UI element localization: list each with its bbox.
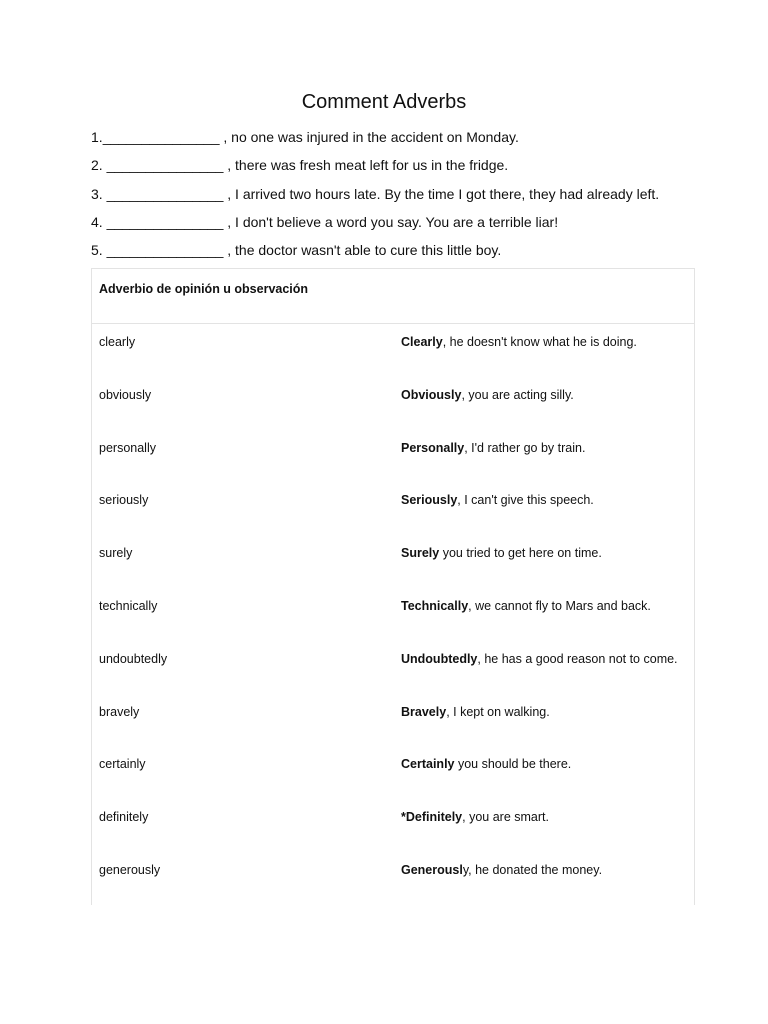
exercise-number: 1. — [91, 129, 103, 145]
example-adverb-bold: Clearly — [401, 335, 443, 349]
example-cell — [401, 493, 594, 507]
example-sentence: you should be there. — [454, 757, 572, 772]
adverb-cell: surely — [99, 546, 133, 561]
example-cell — [401, 757, 571, 771]
example-cell — [401, 810, 549, 824]
example-cell — [401, 388, 574, 402]
adverb-cell: clearly — [99, 335, 136, 349]
example-cell — [401, 599, 651, 613]
table-row — [92, 377, 694, 430]
example-adverb-bold: Bravely — [401, 704, 447, 719]
adverb-cell: certainly — [99, 757, 146, 772]
adverb-table — [91, 268, 695, 905]
table-row — [92, 799, 694, 852]
example-adverb-bold: Surely — [401, 546, 440, 561]
exercise-item — [91, 240, 659, 268]
table-row — [92, 694, 694, 747]
example-adverb-bold: Technically — [401, 598, 469, 613]
exercise-sentence: , no one was injured in the accident on Monday. — [219, 129, 519, 145]
table-row — [92, 324, 694, 377]
exercise-number: 2. — [91, 157, 107, 174]
exercise-item — [91, 155, 659, 183]
exercise-item — [91, 127, 659, 155]
exercise-sentence: , I arrived two hours late. By the time I got there, they had already left. — [223, 185, 660, 202]
table-row — [92, 746, 694, 799]
table-row — [92, 430, 694, 483]
exercise-list — [91, 127, 659, 268]
example-sentence: , I'd rather go by train. — [464, 440, 586, 455]
exercise-sentence: , I don't believe a word you say. You are a terrible liar! — [223, 213, 559, 230]
adverb-cell: personally — [99, 440, 156, 455]
exercise-number: 3. — [91, 185, 107, 202]
example-adverb-bold: Personally — [401, 440, 465, 455]
exercise-item — [91, 212, 659, 240]
example-cell — [401, 863, 602, 877]
adverb-cell: technically — [99, 598, 158, 613]
page-title: Comment Adverbs — [301, 91, 467, 113]
example-sentence: , we cannot fly to Mars and back. — [468, 598, 651, 613]
example-adverb-bold: Obviously — [401, 387, 462, 402]
table-row — [92, 535, 694, 588]
answer-blank: _______________ — [106, 157, 224, 174]
answer-blank: _______________ — [102, 129, 220, 145]
exercise-number: 4. — [91, 213, 107, 230]
answer-blank: _______________ — [106, 242, 224, 259]
example-sentence: you tried to get here on time. — [439, 546, 602, 561]
example-sentence: , he has a good reason not to come. — [477, 651, 678, 666]
example-cell — [401, 441, 585, 455]
example-cell — [401, 705, 550, 719]
example-sentence: y, he donated the money. — [462, 862, 603, 877]
exercise-sentence: , the doctor wasn't able to cure this little boy. — [223, 242, 502, 259]
table-row — [92, 588, 694, 641]
exercise-number: 5. — [91, 242, 107, 259]
table-row — [92, 482, 694, 535]
adverb-cell: obviously — [99, 387, 152, 402]
adverb-cell: definitely — [99, 810, 149, 825]
example-adverb-bold: Seriously — [401, 493, 458, 508]
answer-blank: _______________ — [106, 185, 224, 202]
table-row — [92, 852, 694, 905]
example-sentence: , I can't give this speech. — [457, 493, 594, 508]
example-adverb-bold: Certainly — [401, 757, 455, 772]
adverb-cell: bravely — [99, 704, 140, 719]
table-row — [92, 641, 694, 694]
exercise-item — [91, 184, 659, 212]
adverb-cell: generously — [99, 862, 161, 877]
example-cell — [401, 652, 678, 666]
example-cell — [401, 335, 637, 349]
example-adverb-bold: Generousl — [401, 862, 463, 877]
example-sentence: , you are smart. — [462, 810, 549, 825]
example-sentence: , you are acting silly. — [461, 387, 574, 402]
answer-blank: _______________ — [106, 213, 224, 230]
example-cell — [401, 546, 602, 560]
adverb-cell: undoubtedly — [99, 651, 168, 666]
exercise-sentence: , there was fresh meat left for us in the fridge. — [223, 157, 509, 174]
adverb-cell: seriously — [99, 493, 149, 508]
example-adverb-bold: Undoubtedly — [401, 651, 478, 666]
example-sentence: , I kept on walking. — [446, 704, 550, 719]
example-adverb-bold: *Definitely — [401, 810, 463, 825]
example-sentence: , he doesn't know what he is doing. — [442, 335, 637, 349]
table-header: Adverbio de opinión u observación — [92, 269, 694, 324]
